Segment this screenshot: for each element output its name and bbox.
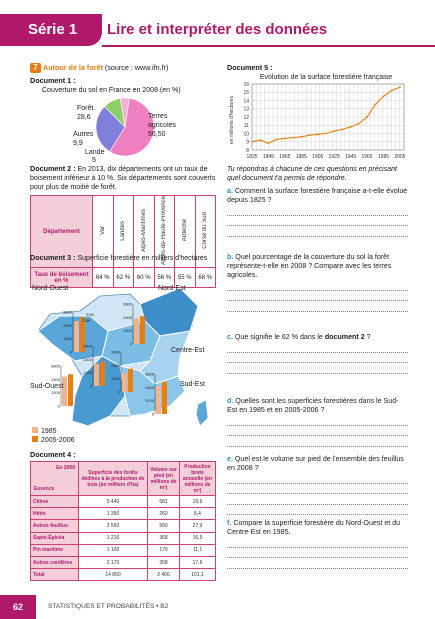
doc4-value: 2 406 <box>148 569 180 581</box>
map-bar <box>162 382 167 414</box>
answer-line[interactable] <box>227 373 408 374</box>
pie-label-autres: Autres <box>73 131 94 138</box>
question-letter: a. <box>227 187 233 195</box>
data-point <box>292 137 294 139</box>
question-block <box>227 333 408 374</box>
data-point <box>268 143 270 145</box>
pie-value-foret: 28,6 <box>77 114 91 121</box>
region-label-centre-est: Centre-Est <box>171 347 205 354</box>
map-bar <box>62 377 67 406</box>
chart-title: Evolution de la surface forestière française <box>259 74 393 81</box>
doc4-value: 358 <box>148 556 180 568</box>
legend-swatch-2005 <box>32 436 38 442</box>
question-text <box>227 397 408 415</box>
data-point <box>399 86 401 88</box>
doc4-value: 560 <box>148 520 180 532</box>
doc2-table <box>30 195 216 288</box>
data-point <box>300 136 302 138</box>
doc4-value: 681 <box>148 496 180 508</box>
map-bar-tick: 1200 <box>111 376 120 382</box>
y-tick-label: 12 <box>243 114 249 121</box>
y-tick-label: 16 <box>243 81 249 88</box>
data-point <box>325 133 327 135</box>
doc4-value: 260 <box>148 508 180 520</box>
question-letter: f. <box>227 519 232 527</box>
data-point <box>358 123 360 125</box>
map-bar-tick: 1200 <box>83 370 92 376</box>
map-bar-tick: 2400 <box>111 362 120 368</box>
doc2-col: Ardèche <box>175 196 196 268</box>
map-bar-tick: 1200 <box>51 390 60 396</box>
data-point <box>284 138 286 140</box>
doc2-value: 68 % <box>195 268 216 288</box>
question-text <box>227 519 408 537</box>
map-bar-tick: 0 <box>69 349 72 355</box>
map-bar-tick: 3600 <box>123 301 132 307</box>
map-bar-tick: 3600 <box>145 371 154 377</box>
doc2-value: 60 % <box>134 268 155 288</box>
doc2-col: Alpes-Maritimes <box>134 196 155 268</box>
x-tick-label: 1885 <box>295 154 307 160</box>
question-letter: b. <box>227 253 234 261</box>
legend-swatch-1985 <box>32 427 38 433</box>
doc2-title: Document 2 : <box>30 164 76 173</box>
doc2-body: En 2013, dix départements ont un taux de boisement inférieur à 10 %. Six départements sont couverts pour plus de moitié de forêt. <box>30 166 216 191</box>
map-bar-tick: 2400 <box>51 376 60 382</box>
doc4-value: 14 860 <box>79 569 148 581</box>
question-block <box>227 253 408 312</box>
answer-line[interactable] <box>227 362 408 363</box>
series-line <box>252 87 400 143</box>
answer-line[interactable] <box>227 435 408 436</box>
doc4-col-header: Production brute annuelle (en millions de m³) <box>180 462 216 496</box>
doc2-col: Var <box>93 196 114 268</box>
pie-value-autres: 9,9 <box>73 140 83 147</box>
data-point <box>309 134 311 136</box>
question-letter: c. <box>227 333 233 341</box>
question-body: Quelles sont les superficies forestières dans le Sud-Est en 1985 et en 2005-2006 ? <box>227 397 399 414</box>
answer-line[interactable] <box>227 446 408 447</box>
doc2-row-header-taux: Taux de boisement en % <box>31 268 93 288</box>
x-tick-label: 1905 <box>312 154 324 160</box>
data-point <box>341 128 343 130</box>
question-letter: d. <box>227 397 234 405</box>
data-point <box>276 138 278 140</box>
region-label-nord-est: Nord-Est <box>158 285 186 292</box>
answer-line[interactable] <box>227 236 408 237</box>
map-bar-tick: 3600 <box>111 349 120 355</box>
doc4-corner: En 2008 Essence <box>31 462 79 496</box>
answer-line[interactable] <box>227 557 408 558</box>
data-point <box>259 139 261 141</box>
question-body: Que signifie le 62 % dans le <box>234 333 325 341</box>
doc4-row <box>31 544 216 556</box>
x-tick-label: 1965 <box>361 154 373 160</box>
doc4-essence: Chêne <box>31 496 79 508</box>
doc4-col-header: Volume sur pied (en millions de m³) <box>148 462 180 496</box>
data-point <box>366 116 368 118</box>
doc4-row <box>31 556 216 568</box>
question-body: Quel pourcentage de la couverture du sol la forêt représente-t-elle en 2008 ? Compare avec les terres agricoles. <box>227 253 392 279</box>
pie-value-lande: 5 <box>92 157 96 162</box>
doc2-value: 64 % <box>93 268 114 288</box>
question-body: Compare la superficie forestière du Nord-Ouest et du Centre-Est en 1985. <box>227 519 401 536</box>
map-bar-tick: 3600 <box>83 343 92 349</box>
legend-label-2005: 2005-2006 <box>41 437 75 444</box>
doc4-row <box>31 508 216 520</box>
answer-line[interactable] <box>227 514 408 515</box>
question-text <box>227 333 408 342</box>
chart-ylabel: en millions d'hectares <box>229 96 235 144</box>
data-point <box>251 141 253 143</box>
exercise-title: Autour de la forêt <box>43 63 103 72</box>
page-title: Lire et interpréter des données <box>107 21 328 38</box>
answer-line[interactable] <box>227 425 408 426</box>
data-point <box>333 130 335 132</box>
map-bar-value: 3140 <box>86 313 94 317</box>
legend-label-1985: 1985 <box>41 428 57 435</box>
series-tab: Série 1 <box>0 14 102 46</box>
doc4-col-header: Superficie des forêts dédiées à la production de bois (en milliers d'ha) <box>79 462 148 496</box>
answer-line[interactable] <box>227 290 408 291</box>
doc4-value: 368 <box>148 532 180 544</box>
data-point <box>383 95 385 97</box>
y-tick-label: 10 <box>243 131 249 138</box>
doc2-value: 55 % <box>175 268 196 288</box>
y-tick-label: 15 <box>243 90 249 97</box>
map-bar-tick: 2400 <box>123 314 132 320</box>
map-bar-tick: 0 <box>117 389 120 395</box>
y-tick-label: 8 <box>246 147 249 154</box>
map-bar <box>94 364 99 386</box>
map-bar-tick: 1200 <box>123 328 132 334</box>
pie-label-terres-2: agricoles <box>148 122 177 129</box>
map-bar <box>100 362 105 386</box>
map-bar-tick: 3600 <box>63 309 72 315</box>
doc4-essence: Sapin-Épicéa <box>31 532 79 544</box>
answer-line[interactable] <box>227 483 408 484</box>
footer-text: STATISTIQUES ET PROBABILITÉS • B2 <box>48 603 169 610</box>
doc4-row <box>31 569 216 581</box>
region-label-nord-ouest: Nord-Ouest <box>32 285 69 292</box>
map-bar-tick: 0 <box>57 403 60 409</box>
map-bar <box>128 369 133 392</box>
answer-line[interactable] <box>227 215 408 216</box>
y-tick-label: 9 <box>246 139 249 146</box>
x-tick-label: 1825 <box>246 154 258 160</box>
question-body: ? <box>364 333 371 341</box>
doc2-col: Landes <box>113 196 134 268</box>
doc4-value: 16,5 <box>180 532 216 544</box>
pie-chart <box>30 96 216 162</box>
doc4-essence: Autres feuillus <box>31 520 79 532</box>
doc1-caption: Couverture du sol en France en 2008 (en %) <box>42 87 181 94</box>
doc4-value: 8,4 <box>180 508 216 520</box>
map-bar <box>74 321 79 352</box>
question-block <box>227 397 408 447</box>
doc4-value: 1 100 <box>79 544 148 556</box>
doc4-value: 5 440 <box>79 496 148 508</box>
doc4-value: 11,1 <box>180 544 216 556</box>
doc4-value: 2 170 <box>79 556 148 568</box>
question-block <box>227 519 408 569</box>
map-bar-tick: 1200 <box>145 398 154 404</box>
map-bar <box>134 318 139 344</box>
question-text <box>227 455 408 473</box>
data-point <box>350 126 352 128</box>
doc2-text <box>30 164 216 192</box>
question-block <box>227 187 408 237</box>
doc4-row <box>31 496 216 508</box>
doc4-value: 1 390 <box>79 508 148 520</box>
map-bar <box>122 373 127 392</box>
answer-line[interactable] <box>227 504 408 505</box>
doc2-col: Corse du Sud <box>195 196 216 268</box>
doc3-heading <box>30 253 216 263</box>
doc2-value: 62 % <box>113 268 134 288</box>
doc4-row <box>31 532 216 544</box>
map-bar-tick: 0 <box>89 383 92 389</box>
forest-map <box>30 276 216 446</box>
doc1-title: Document 1 : <box>30 76 76 85</box>
question-text <box>227 253 408 280</box>
doc4-value: 19,6 <box>180 496 216 508</box>
map-bar <box>68 374 73 406</box>
pie-label-lande: Lande <box>85 149 105 156</box>
region-label-sud-est: Sud-Est <box>180 381 205 388</box>
x-tick-label: 1845 <box>262 154 274 160</box>
page-number: 62 <box>0 595 36 619</box>
question-letter: e. <box>227 455 233 463</box>
map-bar <box>140 316 145 344</box>
region-label-sud-ouest: Sud-Ouest <box>30 383 64 390</box>
data-point <box>374 104 376 106</box>
doc4-value: 101,1 <box>180 569 216 581</box>
map-bar-value: 2780 <box>82 319 90 323</box>
y-tick-label: 13 <box>243 106 249 113</box>
pie-value-terres: 56,50 <box>148 131 166 138</box>
doc3-title: Document 3 : <box>30 253 76 262</box>
region-corse <box>196 400 208 426</box>
doc4-title: Document 4 : <box>30 450 76 459</box>
doc4-table <box>30 461 216 581</box>
map-bar-tick: 2400 <box>83 356 92 362</box>
doc4-value: 17,6 <box>180 556 216 568</box>
data-point <box>317 133 319 135</box>
answer-line[interactable] <box>227 547 408 548</box>
doc4-value: 27,9 <box>180 520 216 532</box>
line-chart <box>226 72 408 164</box>
doc4-value: 3 550 <box>79 520 148 532</box>
answer-line[interactable] <box>227 300 408 301</box>
doc2-row-header-dept: Département <box>31 196 93 268</box>
instructions: Tu répondras à chacune de ces questions en précisant quel document t'a permis de répondre. <box>227 166 397 182</box>
y-tick-label: 14 <box>243 98 249 105</box>
doc4-value: 179 <box>148 544 180 556</box>
map-bar-tick: 3600 <box>51 363 60 369</box>
x-tick-label: 1945 <box>345 154 357 160</box>
data-point <box>391 90 393 92</box>
exercise-number: 7 <box>30 63 41 73</box>
map-bar-tick: 0 <box>129 341 132 347</box>
answer-line[interactable] <box>227 225 408 226</box>
question-text <box>227 187 408 205</box>
map-bar-tick: 2400 <box>63 322 72 328</box>
question-body: Comment la surface forestière française a-t-elle évolué depuis 1825 ? <box>227 187 408 204</box>
x-tick-label: 1925 <box>328 154 340 160</box>
doc4-essence: Total <box>31 569 79 581</box>
answer-line[interactable] <box>227 311 408 312</box>
y-tick-label: 11 <box>243 123 249 130</box>
exercise-heading <box>30 63 216 73</box>
exercise-source: (source : www.ifn.fr) <box>104 63 169 72</box>
answer-line[interactable] <box>227 352 408 353</box>
header-rule <box>102 45 435 47</box>
doc4-essence: Autres conifères <box>31 556 79 568</box>
map-bar-tick: 0 <box>151 411 154 417</box>
pie-label-foret: Forêt <box>77 105 94 112</box>
map-bar-tick: 2400 <box>145 384 154 390</box>
x-tick-label: 1985 <box>377 154 390 160</box>
doc3-caption: Superficie forestière en milliers d'hectares <box>77 255 208 262</box>
x-tick-label: 1865 <box>279 154 291 160</box>
pie-label-terres-1: Terres <box>148 113 168 120</box>
doc4-row <box>31 520 216 532</box>
question-block <box>227 455 408 515</box>
answer-line[interactable] <box>227 568 408 569</box>
doc4-essence: Pin maritime <box>31 544 79 556</box>
doc5-title: Document 5 : <box>227 63 273 72</box>
x-tick-label: 2005 <box>394 154 406 160</box>
question-emphasis: document 2 <box>324 333 365 341</box>
doc2-value: 56 % <box>154 268 175 288</box>
map-bar <box>156 386 161 414</box>
doc2-col: Alpes-de-Haute-Provence <box>154 196 175 268</box>
answer-line[interactable] <box>227 493 408 494</box>
doc4-value: 1 210 <box>79 532 148 544</box>
map-bar-tick: 1200 <box>63 336 72 342</box>
doc4-essence: Hêtre <box>31 508 79 520</box>
question-body: Quel est le volume sur pied de l'ensemble des feuillus en 2008 ? <box>227 455 404 472</box>
